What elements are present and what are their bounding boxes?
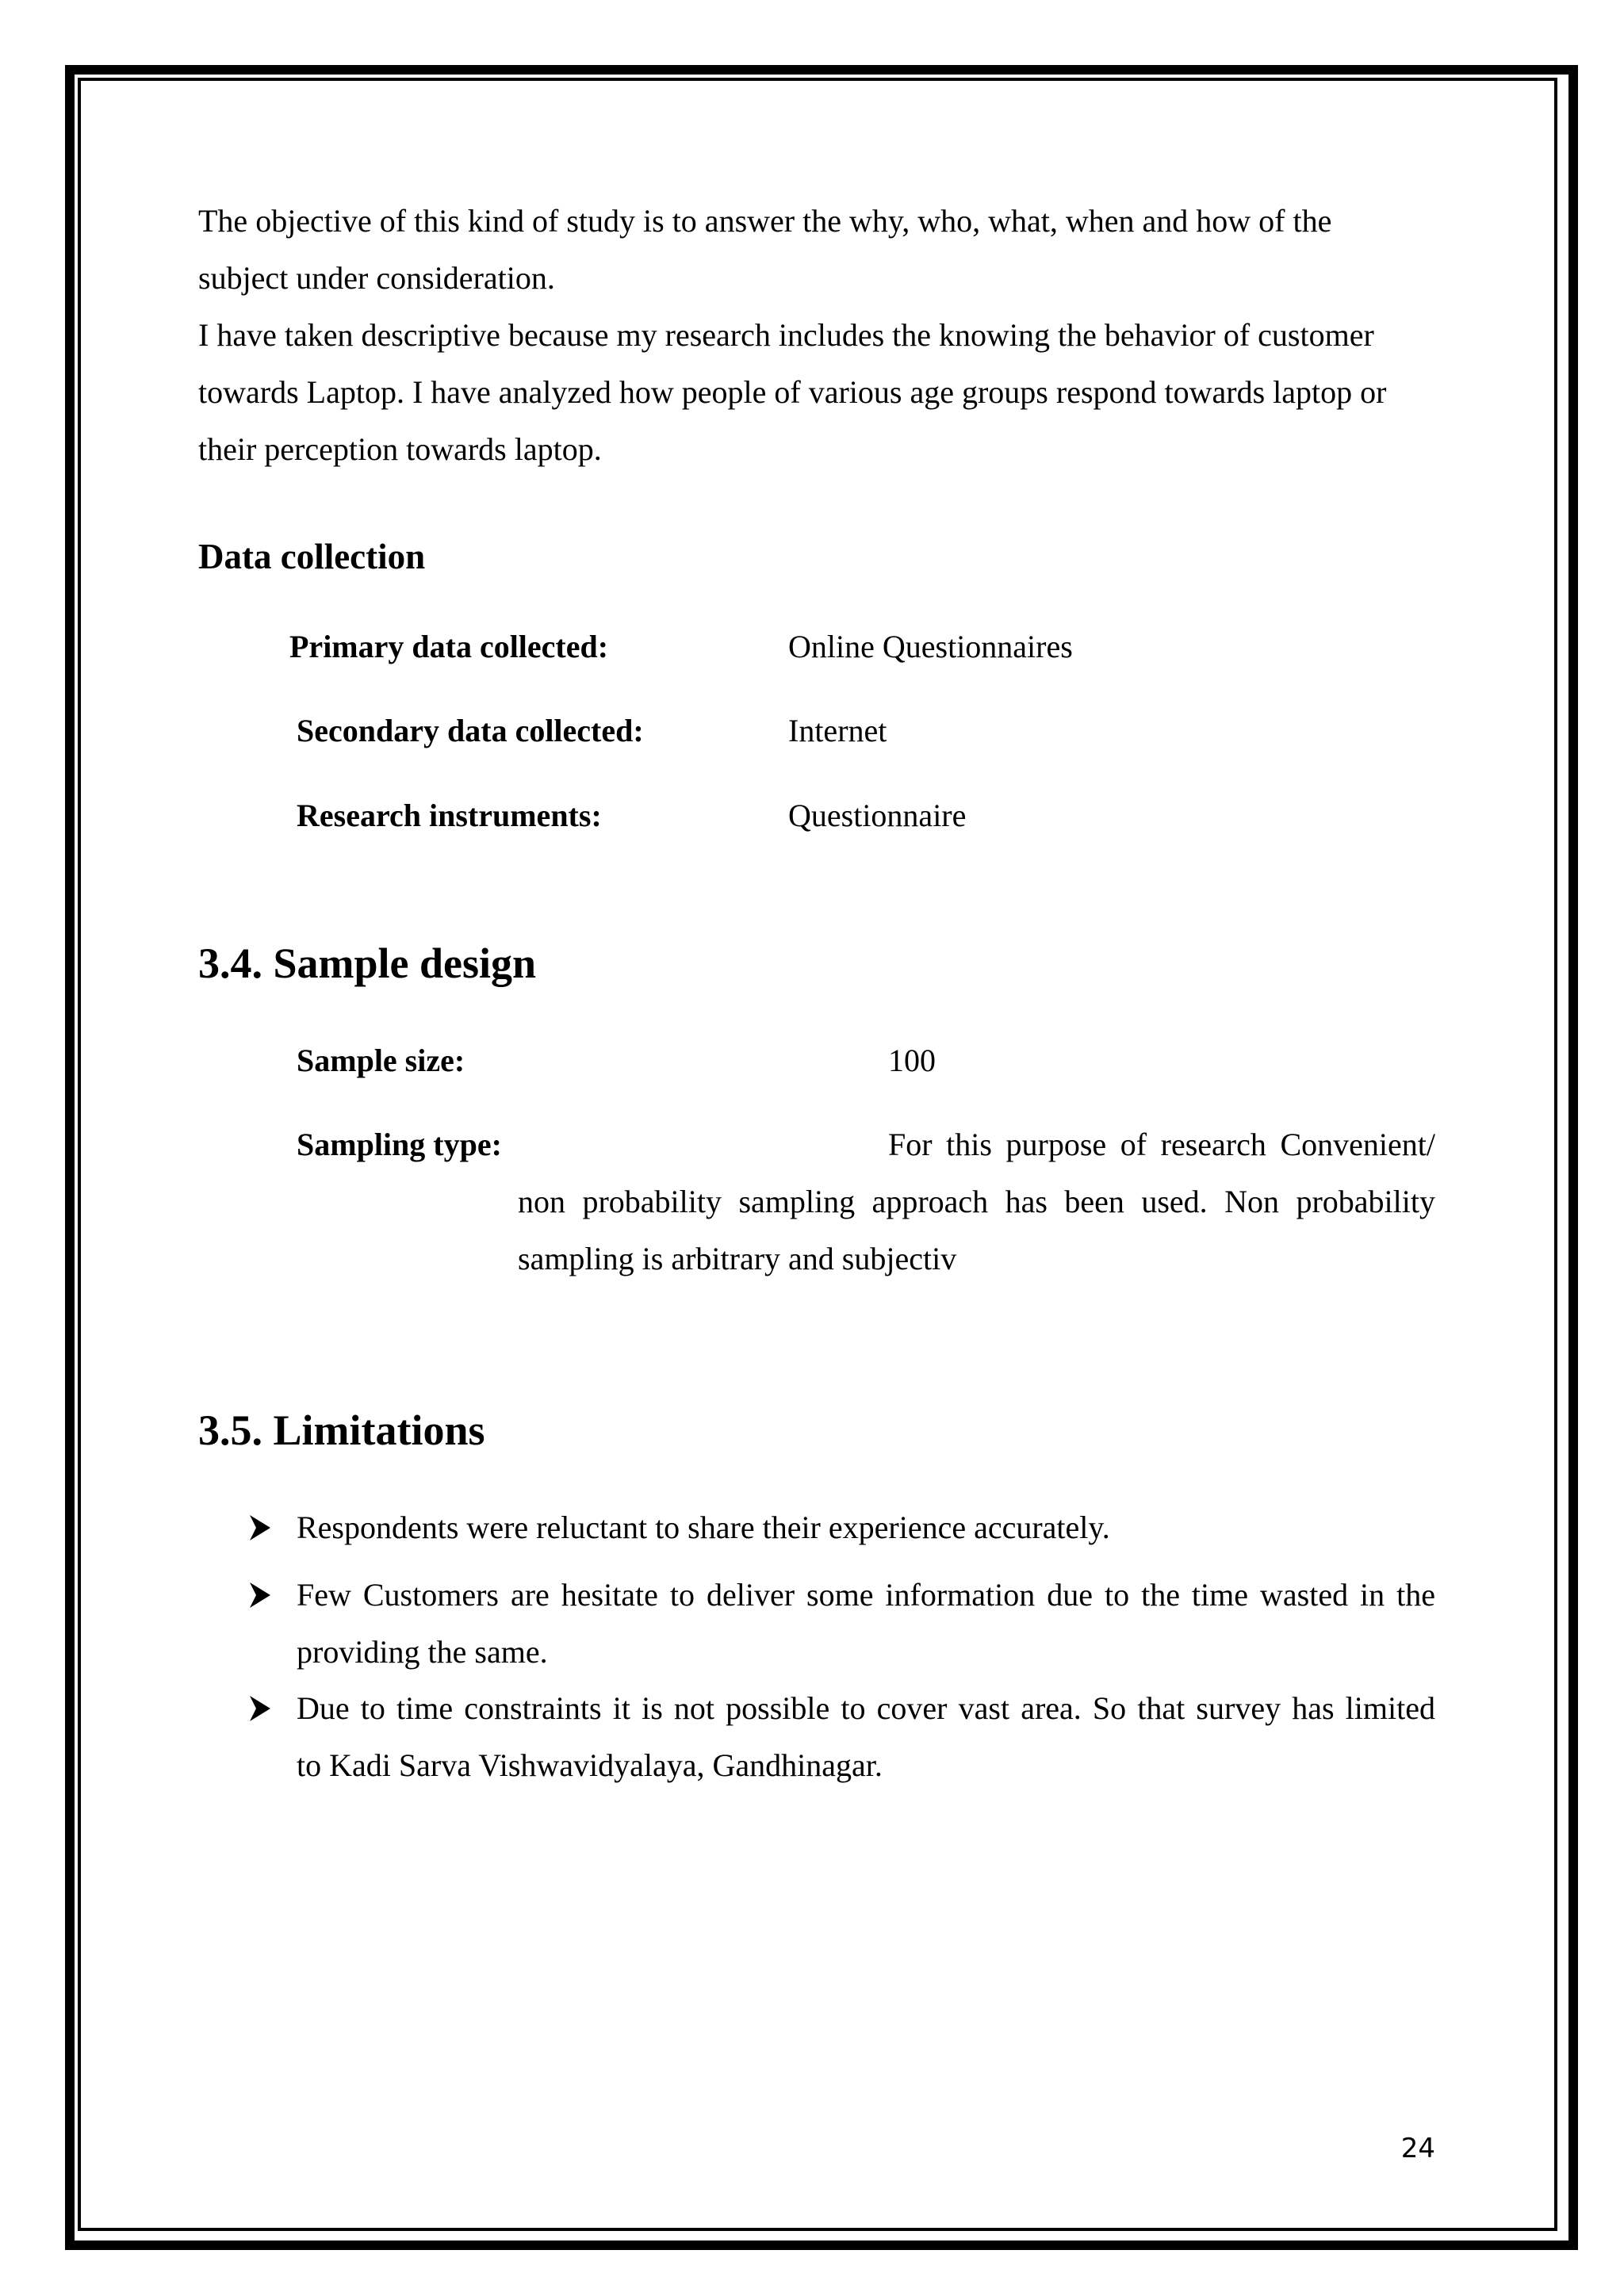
arrow-bullet-icon	[248, 1513, 272, 1542]
limitation-item-continued: to Kadi Sarva Vishwavidyalaya, Gandhinagar.	[297, 1747, 883, 1783]
research-instruments-value: Questionnaire	[788, 798, 967, 833]
arrow-bullet-icon	[248, 1694, 272, 1723]
intro-paragraph	[198, 193, 1435, 478]
arrow-bullet-icon	[248, 1581, 272, 1609]
primary-data-value: Online Questionnaires	[788, 629, 1073, 664]
limitation-item: Due to time constraints it is not possible to cover vast area. So that survey has limited	[297, 1690, 1435, 1726]
sampling-type-label: Sampling type:	[297, 1127, 502, 1162]
sampling-type-line: For this purpose of research Convenient/	[888, 1127, 1435, 1162]
intro-line: The objective of this kind of study is to answer the why, who, what, when and how of the	[198, 203, 1332, 239]
data-collection-heading: Data collection	[198, 537, 426, 576]
sampling-type-line: non probability sampling approach has been used. Non probability	[518, 1184, 1435, 1219]
sample-size-value: 100	[888, 1043, 936, 1078]
limitations-heading: 3.5. Limitations	[198, 1406, 485, 1454]
intro-line: towards Laptop. I have analyzed how people of various age groups respond towards laptop or	[198, 374, 1387, 410]
intro-line: their perception towards laptop.	[198, 431, 602, 467]
intro-line: I have taken descriptive because my research includes the knowing the behavior of customer	[198, 317, 1374, 353]
limitation-item: Respondents were reluctant to share their experience accurately.	[297, 1510, 1110, 1545]
secondary-data-label: Secondary data collected:	[297, 713, 644, 748]
sample-design-heading: 3.4. Sample design	[198, 939, 537, 987]
limitation-item-continued: providing the same.	[297, 1634, 548, 1670]
page-number: 24	[1400, 2133, 1435, 2164]
limitation-item: Few Customers are hesitate to deliver some information due to the time wasted in the	[297, 1577, 1435, 1613]
sampling-type-line: sampling is arbitrary and subjectiv	[518, 1241, 957, 1276]
secondary-data-value: Internet	[788, 713, 887, 748]
sample-size-label: Sample size:	[297, 1043, 465, 1078]
research-instruments-label: Research instruments:	[297, 798, 602, 833]
intro-line: subject under consideration.	[198, 260, 555, 296]
primary-data-label: Primary data collected:	[289, 629, 609, 664]
